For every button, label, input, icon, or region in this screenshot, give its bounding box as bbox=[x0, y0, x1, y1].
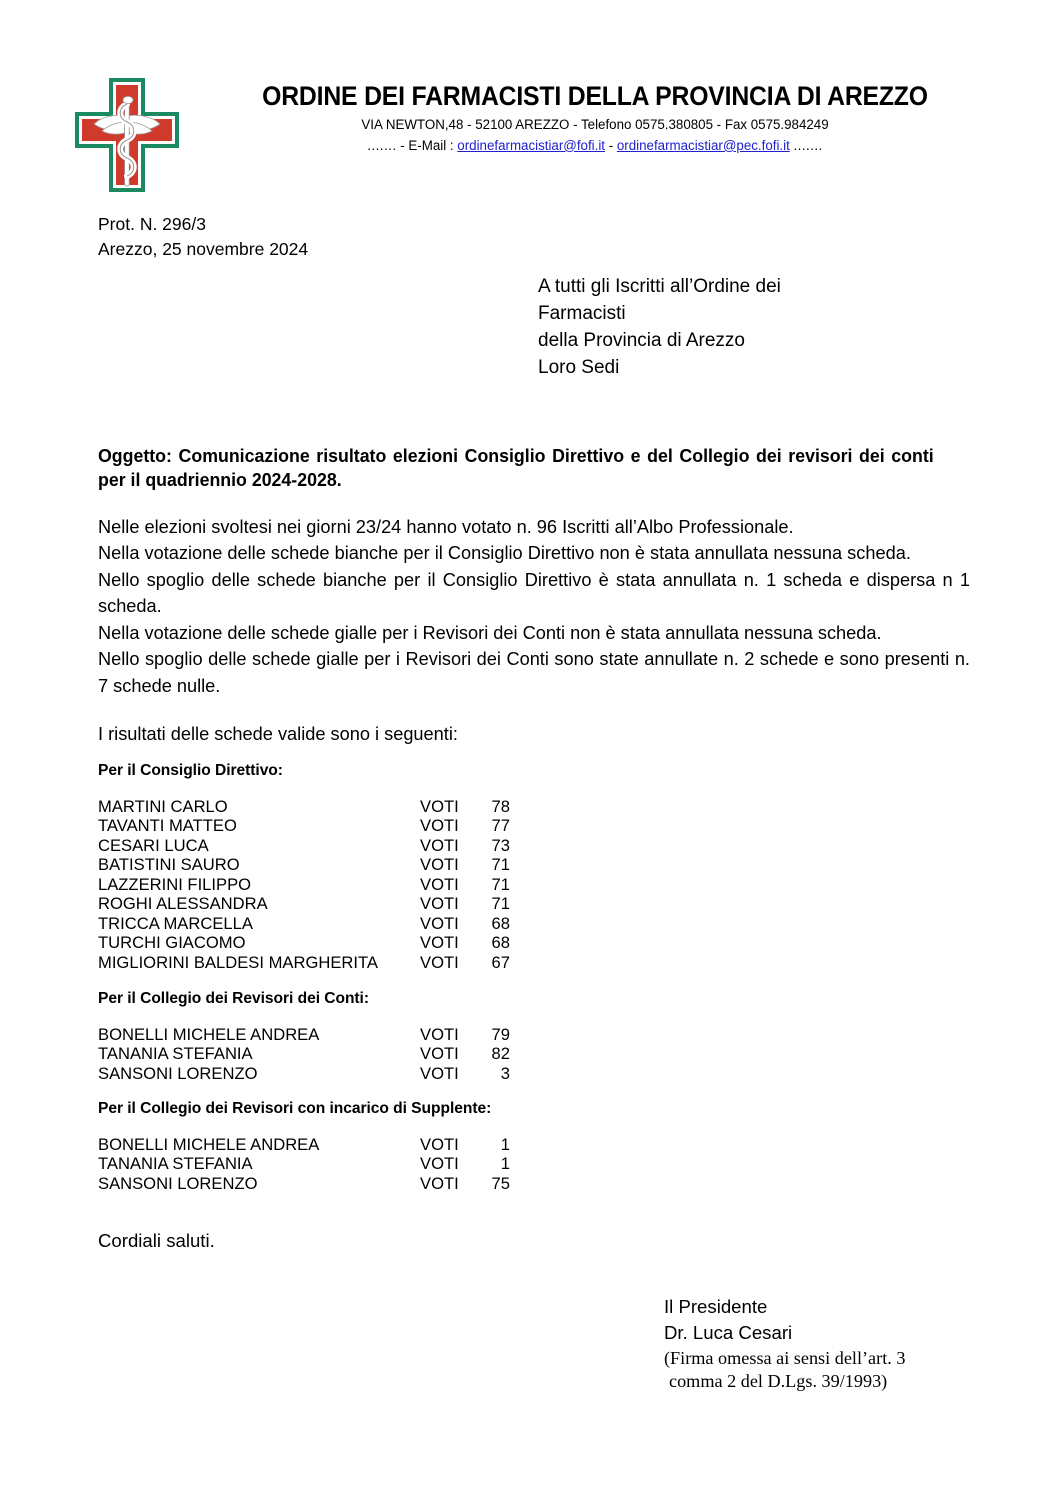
votes-label: VOTI bbox=[420, 816, 459, 836]
votes-count: 68 bbox=[491, 933, 510, 953]
votes-count: 79 bbox=[491, 1025, 510, 1044]
results-lead-text: I risultati delle schede valide sono i seguenti: bbox=[98, 724, 458, 744]
email-label: E-Mail : bbox=[408, 137, 454, 154]
vote-row bbox=[98, 797, 798, 816]
vote-row bbox=[98, 1174, 798, 1193]
votes-count: 73 bbox=[491, 835, 510, 855]
email-link-institutional[interactable]: ordinefarmacistiar@fofi.it bbox=[457, 137, 606, 154]
section-title: Per il Collegio dei Revisori con incarico di Supplente: bbox=[98, 1100, 492, 1117]
vote-row bbox=[98, 855, 798, 874]
votes-count: 78 bbox=[491, 797, 510, 816]
closing-salutation: Cordiali saluti. bbox=[98, 1230, 215, 1251]
votes-count: 77 bbox=[491, 816, 510, 836]
intro-paragraph-1: Nelle elezioni svoltesi nei giorni 23/24 hanno votato n. 96 Iscritti all’Albo Professionale. bbox=[98, 517, 794, 537]
candidate-name: ROGHI ALESSANDRA bbox=[98, 894, 268, 914]
vote-row bbox=[98, 953, 798, 972]
vote-row bbox=[98, 933, 798, 952]
intro-paragraph-5: Nello spoglio delle schede gialle per i Revisori dei Conti sono state annullate n. 2 schede e sono presenti n. 7 schede nulle. bbox=[98, 649, 970, 696]
candidate-name: SANSONI LORENZO bbox=[98, 1063, 258, 1083]
intro-paragraph-2: Nella votazione delle schede bianche per il Consiglio Direttivo non è stata annullata nessuna scheda. bbox=[98, 543, 911, 564]
votes-count: 3 bbox=[500, 1063, 510, 1083]
intro-paragraphs bbox=[98, 514, 970, 699]
votes-count: 82 bbox=[491, 1044, 510, 1064]
subject-line: Oggetto: Comunicazione risultato elezioni Consiglio Direttivo e del Collegio dei revisori dei conti per il quadriennio 2024-2028. bbox=[98, 445, 934, 491]
signature-role: Il Presidente bbox=[664, 1296, 768, 1317]
results-section-consiglio-direttivo bbox=[98, 762, 798, 972]
vote-row bbox=[98, 1064, 798, 1083]
candidate-name: TAVANTI MATTEO bbox=[98, 816, 237, 836]
signature-name: Dr. Luca Cesari bbox=[664, 1322, 793, 1344]
votes-label: VOTI bbox=[420, 1025, 459, 1044]
candidate-name: SANSONI LORENZO bbox=[98, 1173, 258, 1193]
candidate-name: TURCHI GIACOMO bbox=[98, 933, 246, 953]
intro-paragraph-3: Nello spoglio delle schede bianche per il Consiglio Direttivo è stata annullata n. 1 scheda e dispersa n 1 scheda. bbox=[98, 569, 970, 617]
votes-count: 1 bbox=[500, 1135, 510, 1154]
vote-row bbox=[98, 1154, 798, 1173]
vote-row bbox=[98, 1025, 798, 1044]
vote-row bbox=[98, 816, 798, 835]
organization-email-line bbox=[224, 137, 967, 156]
votes-label: VOTI bbox=[420, 874, 459, 894]
pharmacy-cross-caduceus-logo bbox=[72, 76, 182, 194]
candidate-name: MARTINI CARLO bbox=[98, 797, 228, 816]
section-title: Per il Consiglio Direttivo: bbox=[98, 762, 283, 779]
candidate-name: BONELLI MICHELE ANDREA bbox=[98, 1135, 320, 1154]
signature-omission-note-line-1: (Firma omessa ai sensi dell’art. 3 bbox=[664, 1347, 906, 1368]
addressee-line-3: della Provincia di Arezzo bbox=[538, 329, 745, 351]
candidate-name: CESARI LUCA bbox=[98, 835, 209, 855]
votes-count: 71 bbox=[491, 855, 510, 875]
results-section-revisori-supplente bbox=[98, 1100, 798, 1193]
protocol-number: Prot. N. 296/3 bbox=[98, 214, 206, 234]
votes-label: VOTI bbox=[420, 952, 459, 972]
votes-label: VOTI bbox=[420, 1173, 459, 1193]
intro-paragraph-4: Nella votazione delle schede gialle per i Revisori dei Conti non è stata annullata nessuna scheda. bbox=[98, 622, 882, 643]
vote-row bbox=[98, 894, 798, 913]
votes-label: VOTI bbox=[420, 913, 459, 933]
votes-count: 1 bbox=[500, 1154, 510, 1174]
candidate-name: TANANIA STEFANIA bbox=[98, 1154, 253, 1174]
signature-omission-note-line-2: comma 2 del D.Lgs. 39/1993) bbox=[669, 1371, 888, 1392]
email-leading-dots: ....... bbox=[367, 137, 397, 154]
vote-list bbox=[98, 1135, 798, 1193]
votes-label: VOTI bbox=[420, 894, 459, 914]
votes-label: VOTI bbox=[420, 855, 459, 875]
vote-row bbox=[98, 1044, 798, 1063]
organization-title: ORDINE DEI FARMACISTI DELLA PROVINCIA DI AREZZO bbox=[262, 81, 928, 111]
votes-count: 68 bbox=[491, 913, 510, 933]
votes-label: VOTI bbox=[420, 797, 459, 816]
email-dash: - bbox=[400, 137, 405, 154]
votes-label: VOTI bbox=[420, 933, 459, 953]
letter-body bbox=[98, 212, 970, 1392]
candidate-name: MIGLIORINI BALDESI MARGHERITA bbox=[98, 952, 378, 972]
organization-header bbox=[200, 82, 990, 156]
organization-address: VIA NEWTON,48 - 52100 AREZZO - Telefono 0575.380805 - Fax 0575.984249 bbox=[361, 116, 829, 133]
vote-list bbox=[98, 1025, 798, 1083]
email-link-pec[interactable]: ordinefarmacistiar@pec.fofi.it bbox=[616, 137, 790, 154]
email-trailing-dots: ....... bbox=[793, 137, 823, 154]
vote-row bbox=[98, 875, 798, 894]
addressee-line-2: Farmacisti bbox=[538, 302, 626, 324]
addressee-line-4: Loro Sedi bbox=[538, 356, 620, 378]
protocol-block bbox=[98, 212, 966, 263]
protocol-place-date: Arezzo, 25 novembre 2024 bbox=[98, 239, 309, 260]
votes-label: VOTI bbox=[420, 1135, 459, 1154]
vote-row bbox=[98, 914, 798, 933]
votes-label: VOTI bbox=[420, 835, 459, 855]
candidate-name: TRICCA MARCELLA bbox=[98, 913, 253, 933]
vote-row bbox=[98, 1135, 798, 1154]
votes-label: VOTI bbox=[420, 1154, 459, 1174]
candidate-name: BATISTINI SAURO bbox=[98, 855, 240, 875]
letterhead bbox=[0, 70, 1058, 200]
candidate-name: TANANIA STEFANIA bbox=[98, 1044, 253, 1064]
votes-count: 71 bbox=[491, 874, 510, 894]
votes-count: 67 bbox=[491, 952, 510, 972]
addressee-line-1: A tutti gli Iscritti all’Ordine dei bbox=[538, 276, 781, 297]
signature-block bbox=[664, 1294, 1004, 1393]
email-separator: - bbox=[608, 137, 614, 154]
votes-label: VOTI bbox=[420, 1063, 459, 1083]
candidate-name: BONELLI MICHELE ANDREA bbox=[98, 1025, 320, 1044]
addressee-block bbox=[538, 274, 958, 382]
votes-label: VOTI bbox=[420, 1044, 459, 1064]
vote-list bbox=[98, 797, 798, 972]
results-section-revisori-conti bbox=[98, 990, 798, 1083]
section-title: Per il Collegio dei Revisori dei Conti: bbox=[98, 990, 369, 1007]
votes-count: 71 bbox=[491, 894, 510, 914]
candidate-name: LAZZERINI FILIPPO bbox=[98, 874, 252, 894]
votes-count: 75 bbox=[491, 1173, 510, 1193]
vote-row bbox=[98, 836, 798, 855]
